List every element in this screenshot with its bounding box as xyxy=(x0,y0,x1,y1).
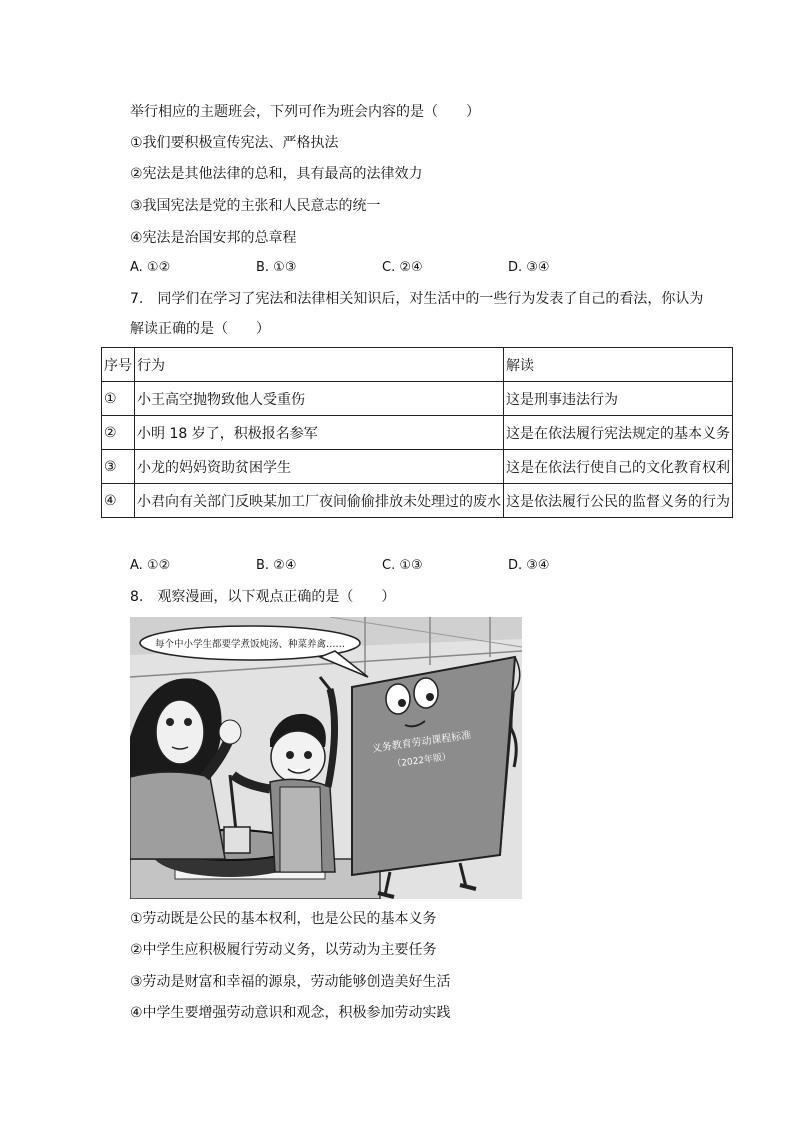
q8-statement-4: ④中学生要增强劳动意识和观念，积极参加劳动实践 xyxy=(130,1005,451,1021)
table-cell: 小王高空抛物致他人受重伤 xyxy=(135,382,504,416)
q7-stem-line2: 解读正确的是（ ） xyxy=(130,321,270,337)
table-row xyxy=(102,416,733,450)
q8-stem: 8. 观察漫画，以下观点正确的是（ ） xyxy=(130,589,396,605)
table-cell: ④ xyxy=(102,484,135,518)
table-header-cell: 解读 xyxy=(504,348,733,382)
table-cell: 这是在依法行使自己的文化教育权利 xyxy=(504,450,733,484)
q7-stem-line1: 7. 同学们在学习了宪法和法律相关知识后，对生活中的一些行为发表了自己的看法，你认为 xyxy=(130,291,704,307)
table-cell: 小明 18 岁了，积极报名参军 xyxy=(135,416,504,450)
q7-table xyxy=(101,347,733,518)
q8-statement-1: ①劳动既是公民的基本权利，也是公民的基本义务 xyxy=(130,911,437,927)
table-row xyxy=(102,450,733,484)
q6-statement-1: ①我们要积极宣传宪法、严格执法 xyxy=(130,135,339,151)
table-header-cell: 行为 xyxy=(135,348,504,382)
table-row xyxy=(102,382,733,416)
q8-statement-3: ③劳动是财富和幸福的源泉，劳动能够创造美好生活 xyxy=(130,974,451,990)
table-cell: 小君向有关部门反映某加工厂夜间偷偷排放未处理过的废水 xyxy=(135,484,504,518)
table-row xyxy=(102,484,733,518)
q6-option-d: D. ③④ xyxy=(508,260,550,275)
document-edition-text: （2022年版） xyxy=(391,751,452,771)
table-header-cell: 序号 xyxy=(102,348,135,382)
table-cell: ② xyxy=(102,416,135,450)
q8-statement-2: ②中学生应积极履行劳动义务，以劳动为主要任务 xyxy=(130,942,437,958)
q7-option-a: A. ①② xyxy=(130,558,171,573)
table-cell: 这是依法履行公民的监督义务的行为 xyxy=(504,484,733,518)
document-title-text: 义务教育劳动课程标准 xyxy=(371,730,472,755)
q6-statement-2: ②宪法是其他法律的总和，具有最高的法律效力 xyxy=(130,166,423,182)
q6-statement-3: ③我国宪法是党的主张和人民意志的统一 xyxy=(130,198,381,214)
table-header-row xyxy=(102,348,733,382)
table-cell: ① xyxy=(102,382,135,416)
q6-statement-4: ④宪法是治国安邦的总章程 xyxy=(130,230,297,246)
q7-option-d: D. ③④ xyxy=(508,558,550,573)
table-cell: 这是刑事违法行为 xyxy=(504,382,733,416)
labor-education-comic xyxy=(130,617,522,899)
q6-option-c: C. ②④ xyxy=(382,260,423,275)
q7-option-b: B. ②④ xyxy=(256,558,297,573)
q6-stem: 举行相应的主题班会，下列可作为班会内容的是（ ） xyxy=(130,104,480,120)
q7-option-c: C. ①③ xyxy=(382,558,423,573)
speech-bubble-text: 每个中小学生都要学煮饭炖汤、种菜养禽…… xyxy=(154,639,346,650)
q6-option-a: A. ①② xyxy=(130,260,171,275)
table-cell: 小龙的妈妈资助贫困学生 xyxy=(135,450,504,484)
table-cell: ③ xyxy=(102,450,135,484)
q6-option-b: B. ①③ xyxy=(256,260,297,275)
table-cell: 这是在依法履行宪法规定的基本义务 xyxy=(504,416,733,450)
